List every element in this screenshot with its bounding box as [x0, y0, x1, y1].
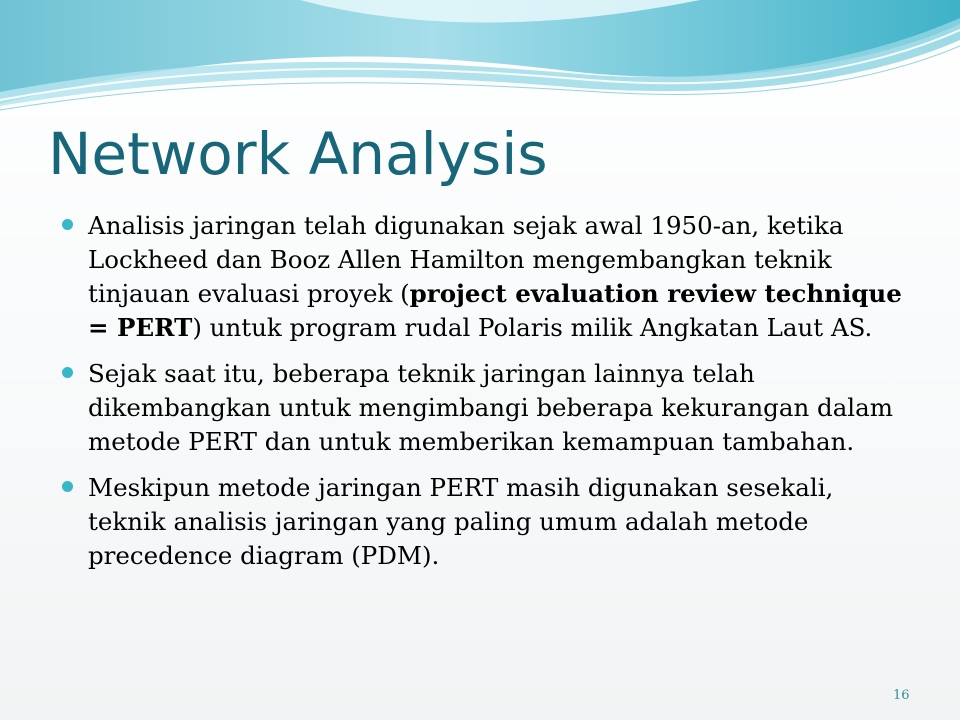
bullet-text: Sejak saat itu, beberapa teknik jaringan lainnya telah dikembangkan untuk mengimbangi beberapa kekurangan dalam metode PERT dan untuk memberikan kemampuan tambahan. — [88, 359, 893, 456]
bullet-item — [62, 209, 902, 345]
page-number: 16 — [893, 688, 910, 703]
bullet-icon — [62, 367, 73, 378]
bullet-text-before: Analisis jaringan telah digunakan sejak awal 1950-an, ketika Lockheed dan Booz Allen Hamilton mengembangkan teknik tinjauan evaluasi proyek ( — [88, 211, 844, 308]
bullet-item — [62, 471, 902, 573]
bullet-icon — [62, 481, 73, 492]
slide-title: Network Analysis — [48, 120, 548, 188]
bullet-text-after: ) untuk program rudal Polaris milik Angkatan Laut AS. — [192, 313, 873, 342]
bullet-bold-term: project evaluation review technique = PERT — [88, 279, 902, 342]
wave-header-decoration — [0, 0, 960, 120]
bullet-icon — [62, 219, 73, 230]
bullet-list — [62, 209, 902, 585]
bullet-item — [62, 357, 902, 459]
bullet-text: Meskipun metode jaringan PERT masih digunakan sesekali, teknik analisis jaringan yang paling umum adalah metode precedence diagram (PDM). — [88, 473, 834, 570]
